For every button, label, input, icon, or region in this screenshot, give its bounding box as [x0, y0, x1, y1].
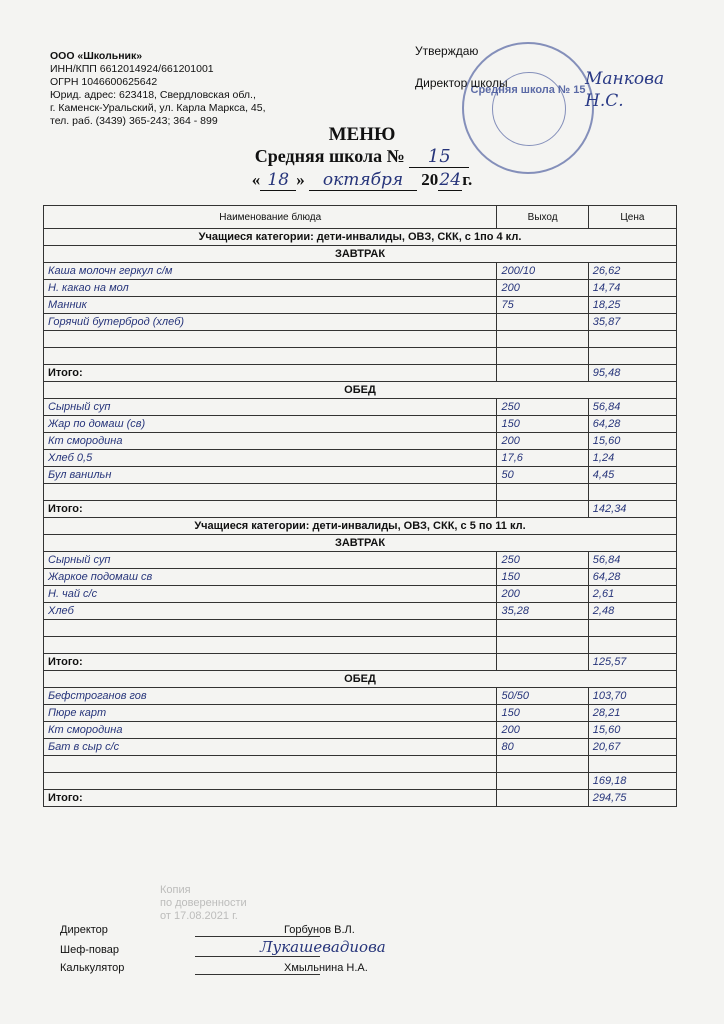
- output-cell: 150: [497, 569, 588, 586]
- price-cell: 15,60: [588, 433, 676, 450]
- table-row: [44, 756, 677, 773]
- date-month: октября: [309, 170, 417, 191]
- copy-watermark: [160, 884, 247, 923]
- table-row: [44, 433, 677, 450]
- dish-name-cell: [44, 756, 497, 773]
- table-row: [44, 484, 677, 501]
- price-cell: [588, 637, 676, 654]
- school-number: 15: [409, 146, 469, 168]
- output-cell: 200: [497, 586, 588, 603]
- table-row: [44, 586, 677, 603]
- dish-name-cell: [44, 620, 497, 637]
- date-day: 18: [260, 170, 296, 191]
- output-cell: [497, 620, 588, 637]
- total-row: [44, 654, 677, 671]
- price-cell: [588, 331, 676, 348]
- table-row: [44, 348, 677, 365]
- total-output-cell: [497, 654, 588, 671]
- director-signature: Манкова Н.С.: [585, 69, 665, 111]
- output-cell: 35,28: [497, 603, 588, 620]
- price-cell: 64,28: [588, 569, 676, 586]
- dish-name-cell: Жаркое подомаш св: [44, 569, 497, 586]
- calculator-label: Калькулятор: [60, 962, 125, 974]
- dish-name-cell: Сырный суп: [44, 552, 497, 569]
- price-cell: 64,28: [588, 416, 676, 433]
- meal-label: ЗАВТРАК: [44, 535, 677, 552]
- total-label: Итого:: [44, 790, 497, 807]
- table-row: [44, 450, 677, 467]
- dish-name-cell: Н. какао на мол: [44, 280, 497, 297]
- output-cell: 50: [497, 467, 588, 484]
- price-cell: 35,87: [588, 314, 676, 331]
- output-cell: [497, 773, 588, 790]
- output-cell: [497, 348, 588, 365]
- total-label: Итого:: [44, 654, 497, 671]
- org-inn: ИНН/КПП 6612014924/661201001: [50, 63, 214, 75]
- price-cell: 56,84: [588, 399, 676, 416]
- table-row: [44, 399, 677, 416]
- table-row: [44, 773, 677, 790]
- chef-label: Шеф-повар: [60, 944, 119, 956]
- total-price-cell: 125,57: [588, 654, 676, 671]
- dish-name-cell: Хлеб 0,5: [44, 450, 497, 467]
- output-cell: 200/10: [497, 263, 588, 280]
- total-output-cell: [497, 365, 588, 382]
- total-price-cell: 142,34: [588, 501, 676, 518]
- total-output-cell: [497, 790, 588, 807]
- output-cell: 50/50: [497, 688, 588, 705]
- header-dish-name: Наименование блюда: [44, 206, 497, 229]
- dish-name-cell: [44, 484, 497, 501]
- total-price-cell: 294,75: [588, 790, 676, 807]
- dish-name-cell: [44, 773, 497, 790]
- menu-date: [0, 170, 724, 191]
- header-output: Выход: [497, 206, 588, 229]
- dish-name-cell: Бефстроганов гов: [44, 688, 497, 705]
- director-label: Директор: [60, 924, 108, 936]
- approve-label: Утверждаю: [415, 44, 479, 58]
- output-cell: 200: [497, 722, 588, 739]
- org-phone: тел. раб. (3439) 365-243; 364 - 899: [50, 115, 218, 127]
- dish-name-cell: Сырный суп: [44, 399, 497, 416]
- calculator-name: Хмыльнина Н.А.: [284, 962, 368, 974]
- output-cell: 150: [497, 416, 588, 433]
- table-row: [44, 297, 677, 314]
- total-row: [44, 365, 677, 382]
- output-cell: [497, 637, 588, 654]
- stamp-text: Средняя школа № 15: [470, 84, 586, 96]
- price-cell: 15,60: [588, 722, 676, 739]
- dish-name-cell: Каша молочн геркул с/м: [44, 263, 497, 280]
- director-name: Горбунов В.Л.: [284, 924, 355, 936]
- price-cell: [588, 756, 676, 773]
- price-cell: [588, 484, 676, 501]
- school-label: Средняя школа №: [254, 146, 405, 166]
- chef-sign-line: [195, 956, 320, 957]
- total-price-cell: 95,48: [588, 365, 676, 382]
- price-cell: 103,70: [588, 688, 676, 705]
- footer-director: [60, 924, 355, 936]
- dish-name-cell: Н. чай с/с: [44, 586, 497, 603]
- table-row: [44, 331, 677, 348]
- category-row: [44, 518, 677, 535]
- dish-name-cell: Манник: [44, 297, 497, 314]
- dish-name-cell: Кт смородина: [44, 722, 497, 739]
- copy-watermark-line3: от 17.08.2021 г.: [160, 910, 238, 922]
- total-row: [44, 501, 677, 518]
- total-label: Итого:: [44, 501, 497, 518]
- chef-name: Лукашевадиова: [260, 938, 386, 956]
- total-output-cell: [497, 501, 588, 518]
- meal-row: [44, 246, 677, 263]
- meal-row: [44, 535, 677, 552]
- table-row: [44, 705, 677, 722]
- org-name: ООО «Школьник»: [50, 50, 143, 62]
- price-cell: 2,48: [588, 603, 676, 620]
- category-row: [44, 229, 677, 246]
- price-cell: [588, 620, 676, 637]
- table-row: [44, 739, 677, 756]
- output-cell: 200: [497, 280, 588, 297]
- output-cell: 17,6: [497, 450, 588, 467]
- date-close-quote: »: [296, 170, 305, 189]
- price-cell: 56,84: [588, 552, 676, 569]
- calculator-sign-line: [195, 974, 320, 975]
- dish-name-cell: Бул ванильн: [44, 467, 497, 484]
- date-year-end: г.: [462, 170, 473, 189]
- approve-director-label: Директор школы: [415, 76, 508, 90]
- price-cell: 14,74: [588, 280, 676, 297]
- price-cell: [588, 348, 676, 365]
- price-cell: 28,21: [588, 705, 676, 722]
- output-cell: 200: [497, 433, 588, 450]
- price-cell: 2,61: [588, 586, 676, 603]
- output-cell: 80: [497, 739, 588, 756]
- output-cell: 250: [497, 399, 588, 416]
- dish-name-cell: Бат в сыр с/с: [44, 739, 497, 756]
- menu-title: МЕНЮ: [328, 124, 396, 145]
- price-cell: 169,18: [588, 773, 676, 790]
- total-label: Итого:: [44, 365, 497, 382]
- table-row: [44, 569, 677, 586]
- dish-name-cell: Кт смородина: [44, 433, 497, 450]
- copy-watermark-line1: Копия: [160, 884, 191, 896]
- table-row: [44, 416, 677, 433]
- output-cell: 250: [497, 552, 588, 569]
- price-cell: 18,25: [588, 297, 676, 314]
- output-cell: [497, 756, 588, 773]
- dish-name-cell: Пюре карт: [44, 705, 497, 722]
- dish-name-cell: [44, 637, 497, 654]
- category-label: Учащиеся категории: дети-инвалиды, ОВЗ, СКК, с 5 по 11 кл.: [44, 518, 677, 535]
- output-cell: 150: [497, 705, 588, 722]
- table-row: [44, 722, 677, 739]
- table-row: [44, 603, 677, 620]
- output-cell: [497, 331, 588, 348]
- footer-chef: [60, 938, 386, 956]
- table-row: [44, 620, 677, 637]
- footer-calculator: [60, 962, 368, 974]
- price-cell: 1,24: [588, 450, 676, 467]
- org-address-line2: г. Каменск-Уральский, ул. Карла Маркса, 45,: [50, 102, 266, 114]
- dish-name-cell: Горячий бутерброд (хлеб): [44, 314, 497, 331]
- meal-label: ОБЕД: [44, 382, 677, 399]
- approval-block: [415, 44, 508, 90]
- table-row: [44, 688, 677, 705]
- meal-label: ЗАВТРАК: [44, 246, 677, 263]
- dish-name-cell: Хлеб: [44, 603, 497, 620]
- table-row: [44, 552, 677, 569]
- dish-name-cell: [44, 348, 497, 365]
- dish-name-cell: [44, 331, 497, 348]
- dish-name-cell: Жар по домаш (св): [44, 416, 497, 433]
- copy-watermark-line2: по доверенности: [160, 897, 247, 909]
- director-sign-line: [195, 936, 320, 937]
- output-cell: [497, 484, 588, 501]
- table-row: [44, 280, 677, 297]
- meal-row: [44, 671, 677, 688]
- organization-header: [50, 50, 266, 128]
- header-price: Цена: [588, 206, 676, 229]
- date-open-quote: «: [251, 170, 261, 189]
- org-ogrn: ОГРН 1046600625642: [50, 76, 158, 88]
- date-year-prefix: 20: [421, 170, 439, 189]
- category-label: Учащиеся категории: дети-инвалиды, ОВЗ, СКК, с 1по 4 кл.: [44, 229, 677, 246]
- output-cell: 75: [497, 297, 588, 314]
- table-row: [44, 637, 677, 654]
- output-cell: [497, 314, 588, 331]
- date-year-suffix: 24: [439, 170, 462, 190]
- price-cell: 26,62: [588, 263, 676, 280]
- price-cell: 20,67: [588, 739, 676, 756]
- menu-table-body: [44, 229, 677, 807]
- meal-label: ОБЕД: [44, 671, 677, 688]
- school-title: [0, 146, 724, 168]
- table-row: [44, 467, 677, 484]
- table-header-row: [44, 206, 677, 229]
- price-cell: 4,45: [588, 467, 676, 484]
- table-row: [44, 314, 677, 331]
- menu-table: [43, 205, 677, 807]
- org-address-line1: Юрид. адрес: 623418, Свердловская обл.,: [50, 89, 256, 101]
- table-row: [44, 263, 677, 280]
- meal-row: [44, 382, 677, 399]
- total-row: [44, 790, 677, 807]
